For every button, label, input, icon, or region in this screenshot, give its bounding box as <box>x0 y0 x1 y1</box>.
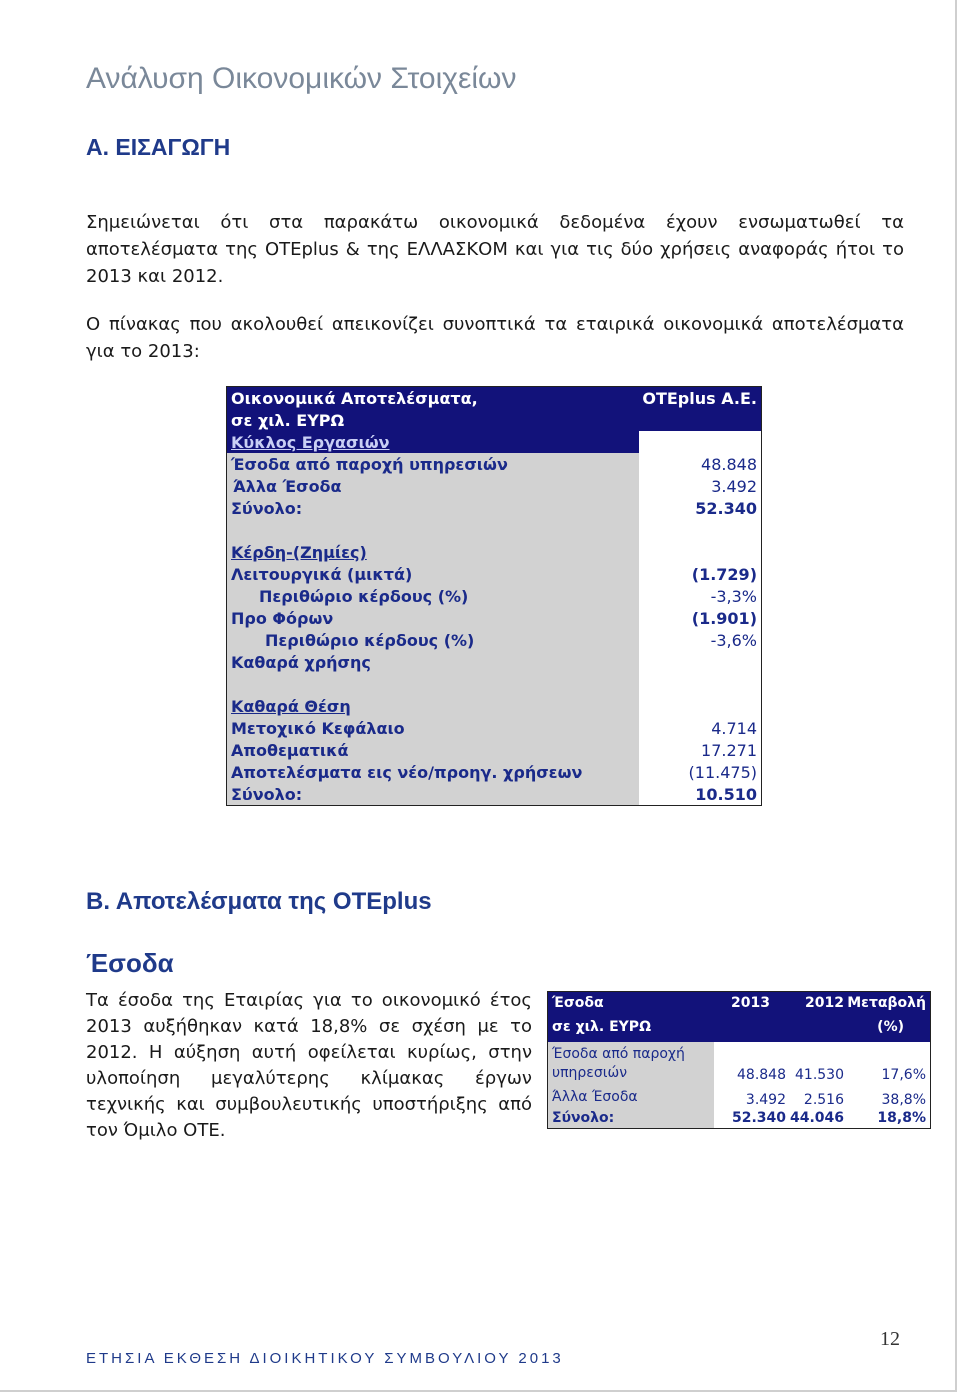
row-apothematika: Αποθεματικά <box>231 741 349 760</box>
val-esoda-yphresion: 48.848 <box>701 455 757 474</box>
val-apotelesmata: (11.475) <box>688 763 757 782</box>
footer-text: ΕΤΗΣΙΑ ΕΚΘΕΣΗ ΔΙΟΙΚΗΤΙΚΟΥ ΣΥΜΒΟΥΛΙΟΥ 2013 <box>86 1350 564 1367</box>
row-synolo-2: Σύνολο: <box>231 785 303 804</box>
rt-h-unit: σε χιλ. ΕΥΡΩ <box>552 1019 651 1035</box>
table-header-title: Οικονομικά Αποτελέσματα, <box>231 389 478 408</box>
val-synolo-2: 10.510 <box>695 785 757 804</box>
rt-r2-change: 38,8% <box>881 1092 926 1108</box>
rt-h-pct: (%) <box>877 1019 904 1035</box>
rt-r2-2012: 2.516 <box>803 1092 844 1108</box>
row-leitourgika: Λειτουργικά (μικτά) <box>231 565 413 584</box>
row-alla-esoda: Άλλα Έσοδα <box>233 477 342 496</box>
rt-r1-label-2: υπηρεσιών <box>552 1065 628 1081</box>
table-intro-paragraph: Ο πίνακας που ακολουθεί απεικονίζει συνοπτικά τα εταιρικά οικονομικά αποτελέσματα για το 2013: <box>86 314 904 362</box>
val-synolo-1: 52.340 <box>695 499 757 518</box>
page-number: 12 <box>880 1328 900 1350</box>
page-title: Ανάλυση Οικονομικών Στοιχείων <box>86 62 517 95</box>
section-b-heading: Β. Αποτελέσματα της OTEplus <box>86 888 432 915</box>
table-header-company: OTEplus A.E. <box>642 389 757 408</box>
rt-r2-2013: 3.492 <box>745 1092 786 1108</box>
rt-r1-label-1: Έσοδα από παροχή <box>552 1046 685 1062</box>
row-esoda-yphresion: Έσοδα από παροχή υπηρεσιών <box>231 455 508 474</box>
val-perithorio-1: -3,3% <box>710 587 757 606</box>
val-pro-foron: (1.901) <box>691 609 757 628</box>
section-a-heading: Α. ΕΙΣΑΓΩΓΗ <box>86 134 231 160</box>
rt-r2-label: Άλλα Έσοδα <box>552 1089 638 1105</box>
row-pro-foron: Προ Φόρων <box>231 609 334 628</box>
rt-r3-label: Σύνολο: <box>552 1110 615 1126</box>
row-kyklos-ergasion: Κύκλος Εργασιών <box>231 433 390 452</box>
rt-h-esoda: Έσοδα <box>552 995 604 1011</box>
val-apothematika: 17.271 <box>701 741 757 760</box>
row-perithorio-1: Περιθώριο κέρδους (%) <box>259 587 469 606</box>
intro-paragraph: Σημειώνεται ότι στα παρακάτω οικονομικά δεδομένα έχουν ενσωματωθεί τα αποτελέσματα της OTEplus & της ΕΛΛΑΣΚΟΜ και για τις δύο χρήσεις αναφοράς ήτοι το 2013 και 2012. <box>86 212 904 287</box>
row-synolo-1: Σύνολο: <box>231 499 303 518</box>
row-metoxiko: Μετοχικό Κεφάλαιο <box>231 719 405 738</box>
row-apotelesmata: Αποτελέσματα εις νέο/προηγ. χρήσεων <box>231 763 583 782</box>
table-header-unit: σε χιλ. ΕΥΡΩ <box>231 411 345 430</box>
rt-r3-2013: 52.340 <box>731 1110 786 1126</box>
row-perithorio-2: Περιθώριο κέρδους (%) <box>265 631 475 650</box>
rt-r1-change: 17,6% <box>881 1067 926 1083</box>
rt-h-change: Μεταβολή <box>847 995 926 1011</box>
rt-h-2013: 2013 <box>731 995 770 1011</box>
revenue-table <box>547 991 931 1129</box>
rt-r1-2012: 41.530 <box>795 1067 844 1083</box>
rt-h-2012: 2012 <box>805 995 844 1011</box>
val-metoxiko: 4.714 <box>711 719 757 738</box>
financial-results-table <box>226 386 762 806</box>
val-perithorio-2: -3,6% <box>710 631 757 650</box>
rt-r3-2012: 44.046 <box>789 1110 844 1126</box>
row-kathara-thesi: Καθαρά Θέση <box>231 697 351 716</box>
esoda-heading: Έσοδα <box>86 948 174 978</box>
rt-r1-2013: 48.848 <box>737 1067 786 1083</box>
esoda-paragraph: Τα έσοδα της Εταιρίας για το οικονομικό έτος 2013 αυξήθηκαν κατά 18,8% σε σχέση με το 2012. Η αύξηση αυτή οφείλεται κυρίως, στην υλοποίηση μεγαλύτερης κλίμακας έργων τεχνικής και συμβουλευτικής υποστήριξης από τον Όμιλο ΟΤΕ. <box>86 990 532 1141</box>
row-kerdi-zimies: Κέρδη-(Ζημίες) <box>231 543 367 562</box>
rt-r3-change: 18,8% <box>877 1110 926 1126</box>
row-kathara-xrisis: Καθαρά χρήσης <box>231 653 371 672</box>
val-leitourgika: (1.729) <box>691 565 757 584</box>
val-alla-esoda: 3.492 <box>711 477 757 496</box>
